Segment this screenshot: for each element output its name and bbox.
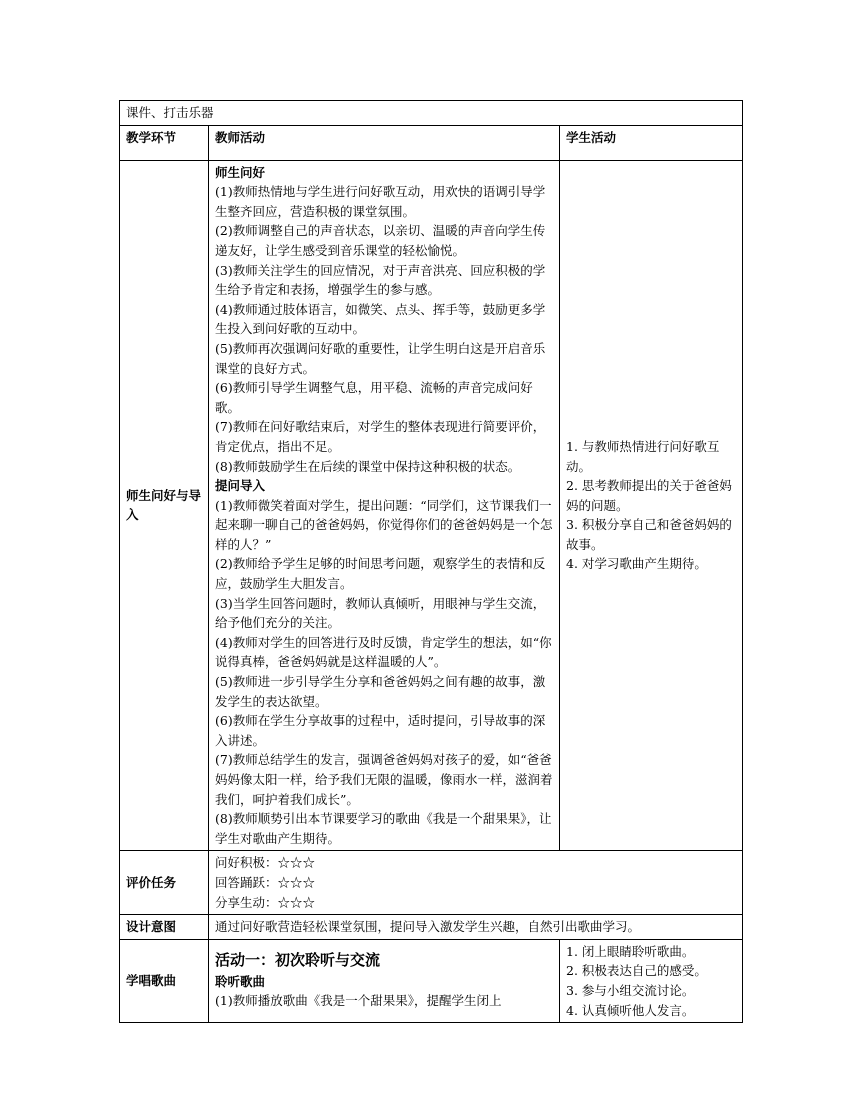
student-item: 1. 闭上眼睛聆听歌曲。 xyxy=(566,943,695,959)
question-item: (3)当学生回答问题时，教师认真倾听，用眼神与学生交流，给予他们充分的关注。 xyxy=(215,595,546,631)
greeting-item: (3)教师关注学生的回应情况，对于声音洪亮、回应积极的学生给予肯定和表扬，增强学生的参与感。 xyxy=(215,262,546,298)
materials-cell: 课件、打击乐器 xyxy=(120,101,743,126)
evaluation-cell xyxy=(209,851,743,915)
section-title-question: 提问导入 xyxy=(215,478,266,494)
greeting-item: (6)教师引导学生调整气息，用平稳、流畅的声音完成问好歌。 xyxy=(215,380,533,415)
greeting-item: (7)教师在问好歌结束后，对学生的整体表现进行简要评价，肯定优点，指出不足。 xyxy=(215,419,546,454)
greeting-item: (5)教师再次强调问好歌的重要性，让学生明白这是开启音乐课堂的良好方式。 xyxy=(215,340,546,376)
design-stage-label: 设计意图 xyxy=(120,915,209,940)
student-item: 2. 积极表达自己的感受。 xyxy=(566,963,707,979)
header-student: 学生活动 xyxy=(560,125,743,160)
evaluation-row xyxy=(120,851,743,915)
question-item: (2)教师给予学生足够的时间思考问题，观察学生的表情和反应，鼓励学生大胆发言。 xyxy=(215,556,546,592)
question-item: (7)教师总结学生的发言，强调爸爸妈妈对孩子的爱，如“爸爸妈妈像太阳一样，给予我们无限的温暖，像雨水一样，滋润着我们，呵护着我们成长”。 xyxy=(215,752,553,807)
header-teacher: 教师活动 xyxy=(209,125,560,160)
greeting-item: (4)教师通过肢体语言，如微笑、点头、挥手等，鼓励更多学生投入到问好歌的互动中。 xyxy=(215,301,546,337)
student-item: 4. 对学习歌曲产生期待。 xyxy=(566,556,707,572)
evaluation-item: 分享生动：☆☆☆ xyxy=(215,894,316,910)
greeting-student-cell xyxy=(560,160,743,851)
question-item: (5)教师进一步引导学生分享和爸爸妈妈之间有趣的故事，激发学生的表达欲望。 xyxy=(215,674,546,709)
question-item: (8)教师顺势引出本节课要学习的歌曲《我是一个甜果果》，让学生对歌曲产生期待。 xyxy=(215,811,552,846)
header-row xyxy=(120,125,743,160)
question-item: (4)教师对学生的回答进行及时反馈，肯定学生的想法，如“你说得真棒，爸爸妈妈就是这样温暖的人”。 xyxy=(215,634,552,670)
evaluation-item: 回答踊跃：☆☆☆ xyxy=(215,874,316,890)
activity-title: 活动一：初次聆听与交流 xyxy=(215,950,381,969)
student-item: 3. 积极分享自己和爸爸妈妈的故事。 xyxy=(566,517,732,552)
question-item: (1)教师微笑着面对学生，提出问题：“同学们，这节课我们一起来聊一聊自己的爸爸妈妈，你觉得你们的爸爸妈妈是一个怎样的人？” xyxy=(215,497,553,552)
student-item: 1. 与教师热情进行问好歌互动。 xyxy=(566,438,720,474)
singing-teacher-cell xyxy=(209,939,560,1022)
greeting-stage-label: 师生问好与导入 xyxy=(120,160,209,851)
singing-stage-label: 学唱歌曲 xyxy=(120,939,209,1022)
student-item: 2. 思考教师提出的关于爸爸妈妈的问题。 xyxy=(566,478,732,513)
materials-row xyxy=(120,101,743,126)
student-item: 4. 认真倾听他人发言。 xyxy=(566,1002,695,1018)
greeting-item: (1)教师热情地与学生进行问好歌互动，用欢快的语调引导学生整齐回应，营造积极的课堂氛围。 xyxy=(215,184,546,219)
listen-item: (1)教师播放歌曲《我是一个甜果果》，提醒学生闭上 xyxy=(215,993,502,1009)
design-row xyxy=(120,915,743,940)
design-cell: 通过问好歌营造轻松课堂氛围，提问导入激发学生兴趣，自然引出歌曲学习。 xyxy=(209,915,743,940)
header-stage: 教学环节 xyxy=(120,125,209,160)
question-item: (6)教师在学生分享故事的过程中，适时提问，引导故事的深入讲述。 xyxy=(215,713,546,748)
section-title-listen: 聆听歌曲 xyxy=(215,973,266,989)
section-title-greeting: 师生问好 xyxy=(215,164,266,180)
greeting-teacher-cell xyxy=(209,160,560,851)
student-item: 3. 参与小组交流讨论。 xyxy=(566,982,695,998)
singing-student-cell xyxy=(560,939,743,1022)
lesson-plan-table xyxy=(119,100,743,1023)
greeting-item: (8)教师鼓励学生在后续的课堂中保持这种积极的状态。 xyxy=(215,458,521,474)
evaluation-item: 问好积极：☆☆☆ xyxy=(215,855,316,871)
evaluation-stage-label: 评价任务 xyxy=(120,851,209,915)
singing-row xyxy=(120,939,743,1022)
greeting-row xyxy=(120,160,743,851)
greeting-item: (2)教师调整自己的声音状态，以亲切、温暖的声音向学生传递友好，让学生感受到音乐课堂的轻松愉悦。 xyxy=(215,223,546,258)
